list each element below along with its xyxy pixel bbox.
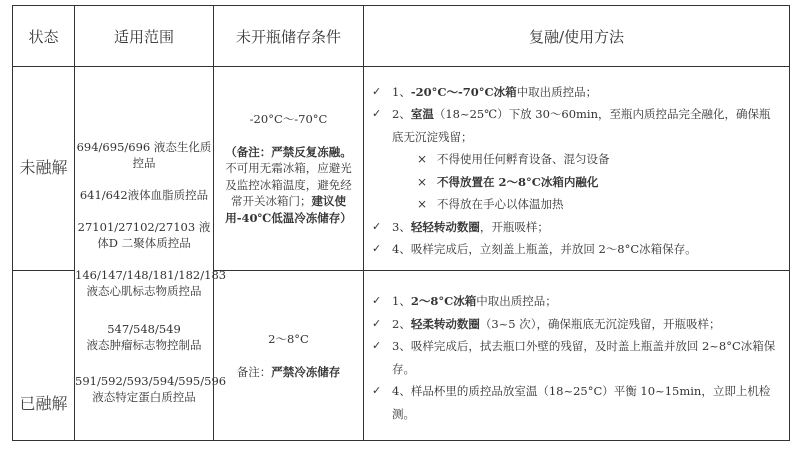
prohibition-item [372, 171, 781, 194]
check-icon: ✓ [372, 294, 382, 307]
cross-icon: × [417, 152, 428, 166]
scope-code: 547/548/549 [107, 321, 181, 336]
step-item [372, 290, 781, 313]
check-icon: ✓ [372, 339, 382, 352]
scope-code: 591/592/593/594/595/596 [75, 373, 227, 388]
header-state: 状态 [13, 6, 75, 67]
check-icon: ✓ [372, 316, 382, 330]
note-prefix: 备注： [236, 364, 272, 379]
cross-icon: × [417, 174, 428, 189]
scope-item [75, 321, 213, 353]
step-prefix: 1、 [392, 84, 411, 99]
step-item [372, 335, 781, 380]
prohibition-text: 不得放在手心以体温加热 [437, 197, 564, 211]
scope-code: 694/695/696 [76, 139, 151, 154]
step-prefix: 3、 [392, 219, 411, 234]
storage-temp: 2～8°C [268, 332, 309, 346]
table-row-unthawed [13, 67, 790, 271]
scope-name: 液态心肌标志物质控品 [86, 283, 202, 298]
step-prefix: 4、 [392, 242, 411, 256]
step-prefix: 1、 [392, 294, 411, 308]
method-thawed [364, 271, 790, 441]
method-unthawed [364, 67, 790, 271]
step-body: 吸样完成后，拭去瓶口外壁的残留，及时盖上瓶盖并放回 2~8°C冰箱保存。 [392, 339, 776, 376]
scope-item [75, 267, 227, 299]
storage-note [214, 144, 363, 227]
step-body: 中取出质控品； [516, 84, 598, 99]
step-item [372, 103, 781, 148]
header-method: 复融/使用方法 [364, 6, 790, 67]
header-storage: 未开瓶储存条件 [214, 6, 364, 67]
state-thawed: 已融解 [13, 271, 75, 441]
check-icon: ✓ [372, 84, 382, 98]
step-text [392, 238, 781, 261]
step-bold: 2～8°C冰箱 [410, 294, 477, 308]
check-icon: ✓ [372, 219, 382, 233]
step-body: ，开瓶吸样； [479, 219, 549, 234]
scope-name: 液态特定蛋白质控品 [92, 389, 196, 404]
prohibition-text: 不得使用任何孵育设备、混匀设备 [437, 152, 610, 166]
step-item [372, 238, 781, 261]
step-prefix: 3、 [392, 339, 411, 353]
storage-note [214, 364, 363, 381]
prohibition-item [372, 148, 781, 171]
step-body: 中取出质控品； [476, 294, 557, 308]
scope-code: 27101/27102/27103 [77, 219, 196, 234]
note-bold: 建议使用-40℃低温冷冻储存） [225, 194, 352, 225]
scope-item [75, 187, 213, 203]
scope-name: 液态生化质控品 [132, 139, 212, 170]
step-body: 样品杯里的质控品放室温（18~25°C）平衡 10~15min，立即上机检测。 [392, 384, 771, 421]
note-bold: （备注：严禁反复冻融。 [225, 144, 352, 159]
step-item [372, 216, 781, 239]
note-text: 不可用无霜冰箱，应避光及监控冰箱温度，避免经常开关冰箱门； [225, 161, 352, 208]
prohibition-text: 不得放置在 2～8°C冰箱内融化 [437, 174, 599, 189]
header-row [13, 6, 790, 67]
note-bold: 严禁冷冻储存 [271, 364, 341, 379]
step-bold: 轻柔转动数圈 [410, 316, 480, 331]
step-prefix: 2、 [392, 107, 411, 121]
step-text [392, 81, 781, 104]
step-text [392, 290, 781, 313]
cross-icon: × [417, 197, 428, 211]
step-text [392, 103, 781, 148]
step-body: （18~25℃）下放 30～60min，至瓶内质控品完全融化，确保瓶底无沉淀残留； [392, 107, 771, 144]
scope-item [75, 139, 213, 171]
storage-thawed [214, 271, 364, 441]
scope-item [75, 373, 227, 405]
step-item [372, 380, 781, 425]
step-bold: 轻轻转动数圈 [410, 219, 480, 234]
step-prefix: 2、 [392, 316, 411, 331]
check-icon: ✓ [372, 384, 382, 397]
step-bold: 室温 [410, 107, 434, 121]
check-icon: ✓ [372, 107, 382, 120]
scope-code: 146/147/148/181/182/183 [75, 267, 227, 282]
prohibition-item [372, 193, 781, 216]
storage-unthawed [214, 67, 364, 271]
scope-item [75, 219, 213, 251]
scope-name: 液态肿瘤标志物控制品 [86, 337, 202, 352]
step-prefix: 4、 [392, 384, 411, 398]
state-unthawed: 未融解 [13, 67, 75, 271]
qc-storage-usage-table [12, 5, 790, 441]
check-icon: ✓ [372, 242, 382, 255]
step-item [372, 313, 781, 336]
step-item [372, 81, 781, 104]
scope-code: 641/642 [79, 187, 128, 202]
step-text [392, 216, 781, 239]
step-text [392, 313, 781, 336]
step-text [392, 380, 781, 425]
scope-name: 液体D 二聚体质控品 [97, 219, 211, 250]
header-scope: 适用范围 [75, 6, 214, 67]
step-text [392, 335, 781, 380]
step-body: 吸样完成后，立刻盖上瓶盖，并放回 2～8°C冰箱保存。 [410, 242, 697, 256]
scope-cell [75, 67, 227, 441]
storage-temp: -20°C～-70°C [249, 112, 328, 126]
step-body: （3~5 次），确保瓶底无沉淀残留，开瓶吸样； [479, 316, 721, 331]
step-bold: -20°C～-70°C冰箱 [410, 84, 517, 99]
scope-name: 液体血脂质控品 [127, 187, 209, 202]
